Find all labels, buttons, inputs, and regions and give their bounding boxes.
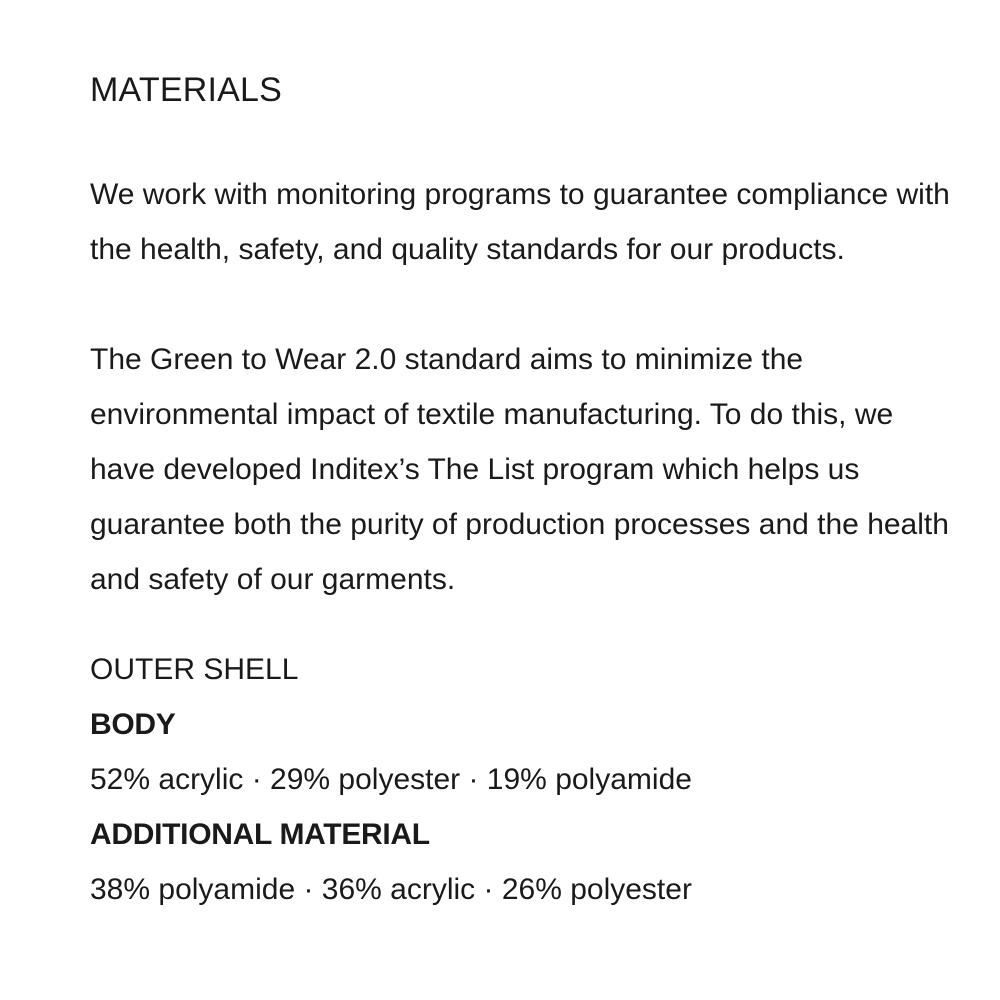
monitoring-paragraph: We work with monitoring programs to guarantee compliance with the health, safety, and quality standards for our products. bbox=[90, 178, 950, 266]
body-part-title: BODY bbox=[90, 708, 176, 741]
body-composition: 52% acrylic · 29% polyester · 19% polyamide bbox=[90, 763, 692, 796]
additional-material-composition: 38% polyamide · 36% acrylic · 26% polyester bbox=[90, 873, 692, 906]
composition-section bbox=[90, 642, 960, 917]
green-to-wear-paragraph: The Green to Wear 2.0 standard aims to minimize the environmental impact of textile manufacturing. To do this, we have developed Inditex’s The List program which helps us guarantee both the purity of production processes and the health and safety of our garments. bbox=[90, 343, 949, 596]
additional-material-title: ADDITIONAL MATERIAL bbox=[90, 818, 430, 851]
outer-shell-title: OUTER SHELL bbox=[90, 653, 299, 686]
materials-title: MATERIALS bbox=[90, 71, 282, 109]
